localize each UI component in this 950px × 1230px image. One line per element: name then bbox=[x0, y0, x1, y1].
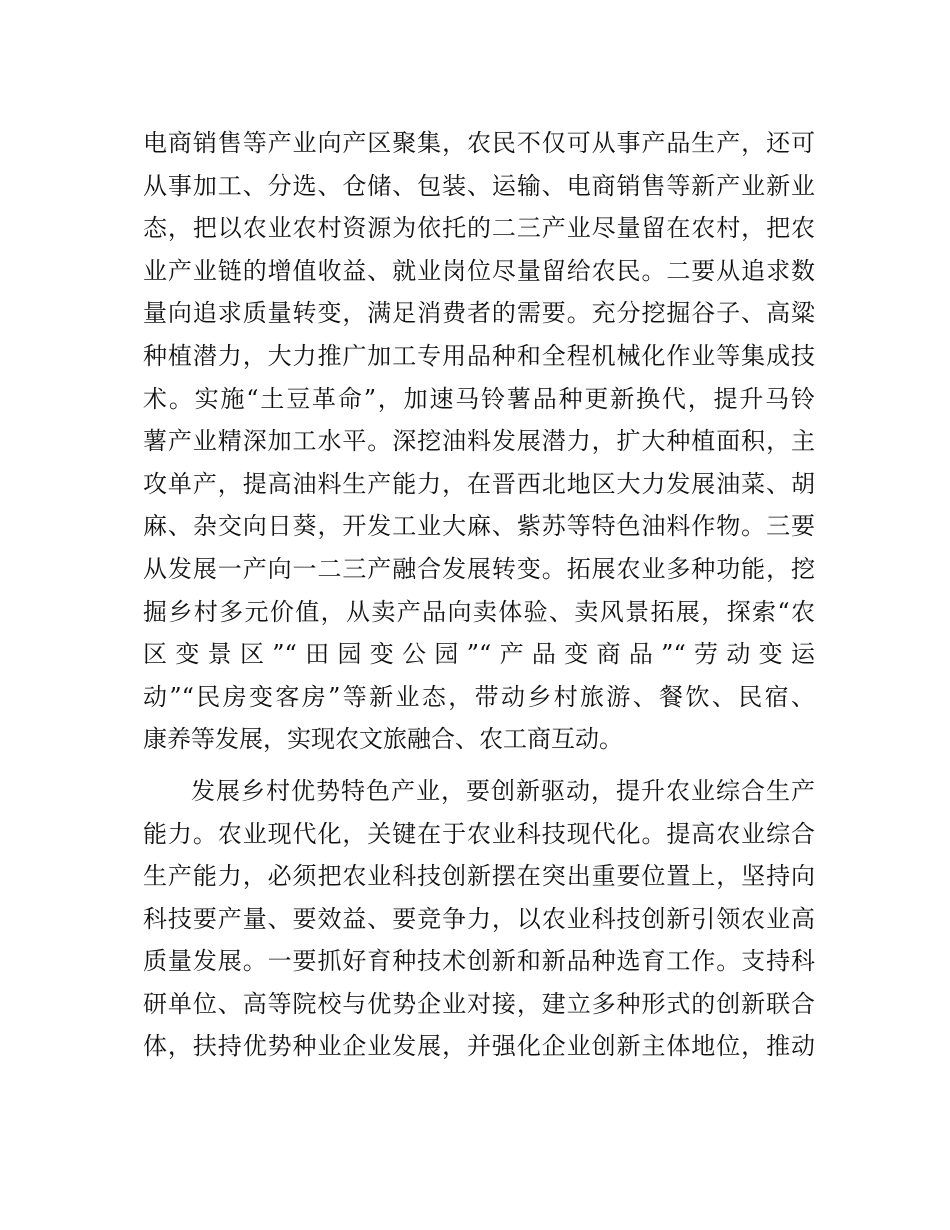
text-line: 生产能力，必须把农业科技创新摆在突出重要位置上，坚持向 bbox=[143, 862, 815, 891]
text-line: 康养等发展，实现农文旅融合、农工商互动。 bbox=[143, 725, 623, 754]
text-line: 业产业链的增值收益、就业岗位尽量留给农民。二要从追求数 bbox=[143, 256, 815, 285]
text-line: 从事加工、分选、仓储、包装、运输、电商销售等新产业新业 bbox=[143, 171, 815, 200]
text-line: 动”“民房变客房”等新业态，带动乡村旅游、餐饮、民宿、 bbox=[143, 682, 815, 711]
text-line: 从发展一产向一二三产融合发展转变。拓展农业多种功能，挖 bbox=[143, 554, 815, 583]
text-line: 区变景区”“田园变公园”“产品变商品”“劳动变运 bbox=[143, 640, 815, 669]
paragraph-1 bbox=[143, 122, 815, 761]
text-line: 体，扶持优势种业企业发展，并强化企业创新主体地位，推动 bbox=[143, 1032, 815, 1061]
text-line: 能力。农业现代化，关键在于农业科技现代化。提高农业综合 bbox=[143, 819, 815, 848]
text-line: 电商销售等产业向产区聚集，农民不仅可从事产品生产，还可 bbox=[143, 129, 815, 157]
text-line: 研单位、高等院校与优势企业对接，建立多种形式的创新联合 bbox=[143, 989, 815, 1018]
text-line: 麻、杂交向日葵，开发工业大麻、紫苏等特色油料作物。三要 bbox=[143, 512, 815, 541]
text-line: 攻单产，提高油料生产能力，在晋西北地区大力发展油菜、胡 bbox=[143, 469, 815, 498]
text-line: 发展乡村优势特色产业，要创新驱动，提升农业综合生产 bbox=[191, 776, 815, 805]
paragraph-spacer bbox=[143, 761, 815, 770]
text-line: 术。实施“土豆革命”，加速马铃薯品种更新换代，提升马铃 bbox=[143, 384, 815, 413]
paragraph-2 bbox=[143, 770, 815, 1068]
text-line: 量向追求质量转变，满足消费者的需要。充分挖掘谷子、高粱 bbox=[143, 299, 815, 328]
text-line: 态，把以农业农村资源为依托的二三产业尽量留在农村，把农 bbox=[143, 214, 815, 243]
text-line: 薯产业精深加工水平。深挖油料发展潜力，扩大种植面积，主 bbox=[143, 427, 815, 456]
document-body bbox=[143, 122, 815, 1068]
text-line: 质量发展。一要抓好育种技术创新和新品种选育工作。支持科 bbox=[143, 947, 815, 976]
text-line: 掘乡村多元价值，从卖产品向卖体验、卖风景拓展，探索“农 bbox=[143, 597, 815, 626]
text-line: 科技要产量、要效益、要竞争力，以农业科技创新引领农业高 bbox=[143, 904, 815, 933]
text-line: 种植潜力，大力推广加工专用品种和全程机械化作业等集成技 bbox=[143, 341, 815, 370]
